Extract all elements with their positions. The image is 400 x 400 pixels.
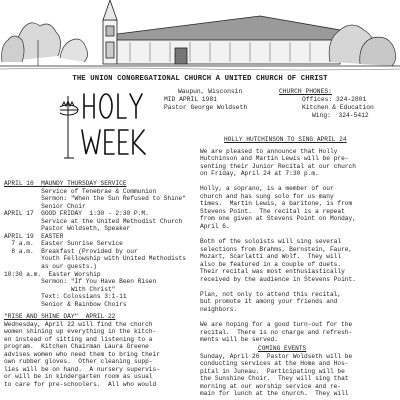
article-line: also be featured in a couple of duets. [200,260,342,268]
schedule-line: Sermon: "If You Have Been Risen [4,278,157,286]
coming-events-heading: COMING EVENTS [258,345,307,352]
article-line: selections from Brahms, Bernstein, Faure, [200,245,353,253]
article-line: times. Martin Lewis, a baritone, is from [200,200,353,208]
article-line: recital. There is no charge and refresh- [200,328,353,336]
holy-week-schedule [4,180,198,308]
schedule-line: as our guests.) [4,263,97,271]
schedule-line: Senior Choir [4,202,86,210]
schedule-line: 8 a.m. Breakfast (Provided by our [4,247,138,255]
article-line: Wednesday, April 22 will find the church [4,320,153,328]
schedule-line: APRIL 17 GOOD FRIDAY 1:30 - 2:30 P.M. [4,210,149,218]
issue-date: MID APRIL 1981 [164,96,217,103]
phone-wing: Wing: 324-5412 [312,112,369,119]
schedule-line: 7 a.m. Easter Sunrise Service [4,240,123,248]
article-line [200,283,398,291]
church-building-drawing [0,0,400,72]
article-line: Sunday, April 26 Pastor Woldseth will be [200,352,353,360]
phones-title: CHURCH PHONES: [279,88,332,95]
article-line: pital in Juneau. Participating will be [200,367,345,375]
phone-offices: Offices: 324-2801 [302,96,367,103]
pastor-name: Pastor George Woldseth [164,104,248,111]
schedule-line: Senior & Rainbow Choirs [4,300,127,308]
schedule-date-apr16: APRIL 16 MAUNDY THURSDAY SERVICE [4,180,127,187]
schedule-line: Sermon: "When the Sun Refused to Shine" [4,195,186,203]
article-line: en instead of sitting and listening to a [4,335,153,343]
schedule-line: Pastor Woldseth, Speaker [4,225,131,233]
schedule-line: Service of Tenebrae & Communion [4,187,157,195]
schedule-line: APRIL 19 EASTER [4,232,64,240]
article-line: April 6. [200,223,230,231]
article-line: ments will be served. [200,336,278,344]
location: Waupun, Wisconsin [178,88,243,95]
article-line: main for lunch at the church. They will [200,390,349,398]
schedule-line: Text: Colossians 3:1-11 [4,293,127,301]
article-line: We are hoping for a good turn-out for the [200,321,353,329]
article-line: Plan, not only to attend this recital, [200,290,342,298]
article-line: conducting services at the Home and Hos- [200,360,349,368]
article-line: morning at our worship service and re- [200,382,342,390]
article-line [200,314,398,322]
church-name: THE UNION CONGREGATIONAL CHURCH A UNITED CHURCH OF CHRIST [72,75,328,83]
article-line [200,231,398,239]
article-line: advises women who need them to bring their [4,350,160,358]
article-line: Mozart, Scarlatti and Wolf. They will [200,253,342,261]
phone-kitchen: Kitchen & Education [302,104,374,111]
coming-events-section [200,345,398,398]
holy-week-artwork [60,88,170,166]
article-line: Both of the soloists will sing several [200,238,342,246]
schedule-line: With Christ" [4,285,116,293]
article-line: or will be in kindergarten room as usual [4,373,153,381]
article-line: neighbors. [200,306,238,314]
article-line: received by the audience in Stevens Point. [200,275,356,283]
article-line: the Sunshine Choir. They will sing that [200,375,349,383]
schedule-line [4,180,198,188]
schedule-line: Youth Fellowship with United Methodists [4,255,186,263]
rise-and-shine-heading: "RISE AND SHINE DAY" APRIL 22 [4,313,116,320]
article-line: Hutchinson and Martin Lewis will be pre- [200,155,349,163]
recital-heading: HOLLY HUTCHINSON TO SING APRIL 24 [224,136,347,143]
schedule-line: 10:30 a.m. Easter Worship [4,270,101,278]
schedule-line: Service at the United Methodist Church [4,217,183,225]
recital-section [200,136,398,344]
article-line: program. Kitchen Chairman Laura Greene [4,343,149,351]
article-line: senting their Junior Recital at our church [200,162,356,170]
rise-and-shine-section [4,313,198,388]
article-line: women shining up everything in the kitch- [4,328,157,336]
article-line: We are pleased to announce that Holly [200,147,338,155]
church-masthead-illustration [0,0,400,70]
article-line: but promote it among your friends and [200,298,338,306]
article-line: church and has sung solo for us many [200,192,334,200]
article-line: own rubber gloves. Other cleaning supp- [4,358,153,366]
article-line: to care for pre-schoolers. All who would [4,380,157,388]
article-line: lies will be on hand. A nursery supervis- [4,365,160,373]
article-line: Stevens Point. The recital is a repeat [200,207,345,215]
article-line: Holly, a soprano, is a member of our [200,185,334,193]
article-line: Their recital was most enthusiastically [200,268,345,276]
holy-week-logo [60,88,170,166]
article-line: from one given at Stevens Point on Monday, [200,215,356,223]
article-line: on Friday, April 24 at 7:30 p.m. [200,170,319,178]
article-line [200,178,398,186]
